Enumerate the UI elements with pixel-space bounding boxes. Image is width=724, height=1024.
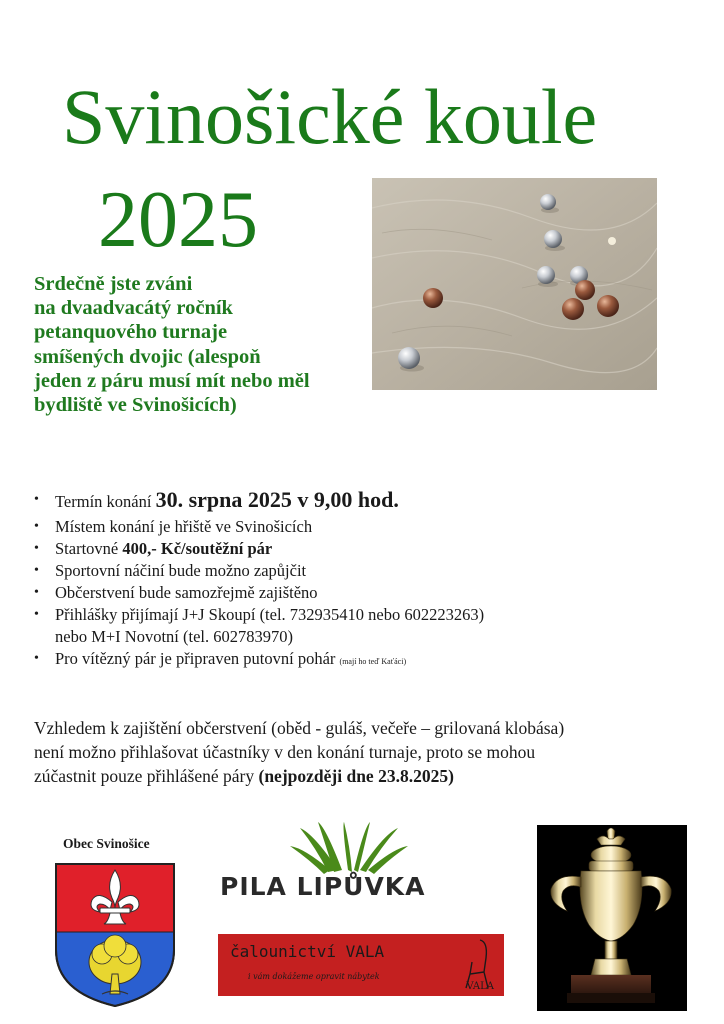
list-item-venue: • Místem konání je hřiště ve Svinošicích bbox=[34, 516, 684, 538]
svinosice-coat-of-arms bbox=[54, 862, 176, 1008]
invitation-line: smíšených dvojic (alespoň bbox=[34, 345, 261, 368]
registration-deadline: (nejpozději dne 23.8.2025) bbox=[258, 766, 454, 786]
pila-lipuvka-name: PILA LIPŮVKA bbox=[220, 872, 426, 901]
list-item-trophy: • Pro vítězný pár je připraven putovní pohár (mají ho teď Kaťáci) bbox=[34, 648, 684, 673]
vala-mark-text: VALA bbox=[466, 981, 494, 992]
list-item-date: • Termín konání 30. srpna 2025 v 9,00 hod. bbox=[34, 486, 684, 516]
vala-name: čalounictví VALA bbox=[230, 942, 385, 961]
event-details-list bbox=[34, 486, 684, 673]
poster-year: 2025 bbox=[98, 176, 258, 264]
list-item-refreshments: • Občerstvení bude samozřejmě zajištěno bbox=[34, 582, 684, 604]
event-date: 30. srpna 2025 bbox=[155, 487, 292, 512]
event-time: 9,00 hod. bbox=[313, 487, 399, 512]
obec-label: Obec Svinošice bbox=[63, 836, 150, 851]
list-item-registration: • Přihlášky přijímají J+J Skoupí (tel. 732935410 nebo 602223263) nebo M+I Novotní (tel. 602783970) bbox=[34, 604, 684, 648]
invitation-line: bydliště ve Svinošicích) bbox=[34, 394, 237, 417]
invitation-line: Srdečně jste zváni bbox=[34, 273, 193, 295]
registration-notice: Vzhledem k zajištění občerstvení (oběd - guláš, večeře – grilovaná klobása) není možno přihlašovat účastníky v den konání turnaje, proto se mohou zúčastnit pouze přihlášené páry (nejpozději dne 23.8.2025) bbox=[34, 718, 565, 786]
petanque-balls-photo bbox=[372, 178, 657, 390]
list-item-equipment: • Sportovní náčiní bude možno zapůjčit bbox=[34, 560, 684, 582]
invitation-line: petanquového turnaje bbox=[34, 321, 228, 344]
trophy-photo bbox=[537, 825, 687, 1011]
vala-slogan: i vám dokážeme opravit nábytek bbox=[248, 972, 380, 981]
calounictvi-vala-logo bbox=[218, 934, 504, 996]
list-item-fee: • Startovné 400,- Kč/soutěžní pár bbox=[34, 538, 684, 560]
entry-fee: 400,- Kč/soutěžní pár bbox=[122, 539, 273, 558]
invitation-text bbox=[34, 272, 374, 417]
invitation-line: jeden z páru musí mít nebo měl bbox=[34, 369, 310, 392]
invitation-line: na dvaadvacátý ročník bbox=[34, 297, 233, 320]
trophy-note: (mají ho teď Kaťáci) bbox=[339, 657, 407, 666]
poster-title: Svinošické koule bbox=[62, 73, 598, 160]
